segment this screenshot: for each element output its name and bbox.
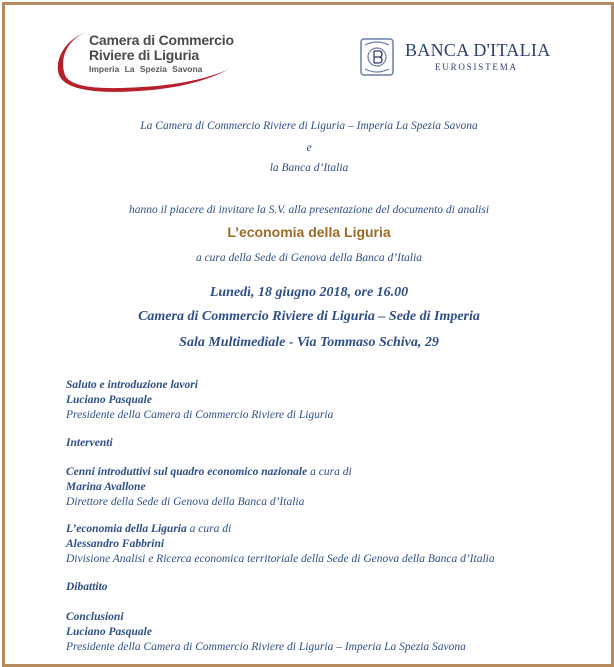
camera-commercio-logo-line3: Imperia La Spezia Savona — [89, 64, 203, 74]
camera-commercio-logo — [57, 27, 232, 99]
program-talk1-suffix: a cura di — [307, 466, 352, 478]
program-interventi-heading: Interventi — [66, 437, 113, 449]
program-talk2-suffix: a cura di — [186, 523, 232, 535]
program-conclusion-label: Conclusioni — [66, 611, 124, 623]
program-talk1-title: Cenni introduttivi sul quadro economico nazionale — [66, 466, 308, 478]
invitation-frame — [2, 2, 614, 667]
event-room: Sala Multimediale - Via Tommaso Schiva, 29 — [179, 335, 439, 350]
invitation-text: hanno il piacere di invitare la S.V. alla presentazione del documento di analisi — [128, 204, 490, 216]
banca-italia-logo-name: BANCA D'ITALIA — [405, 40, 551, 60]
event-date: Lunedì, 18 giugno 2018, ore 16.00 — [209, 285, 409, 300]
program-welcome-role: Presidente della Camera di Commercio Riviere di Liguria — [66, 409, 334, 421]
program-talk2-role: Divisione Analisi e Ricerca economica territoriale della Sede di Genova della Banca d’Italia — [66, 553, 495, 565]
program-conclusion-role: Presidente della Camera di Commercio Riviere di Liguria – Imperia La Spezia Savona — [66, 641, 466, 653]
banca-italia-logo — [355, 35, 555, 80]
program-talk2-speaker: Alessandro Fabbrini — [66, 538, 165, 550]
intro-line-banca: la Banca d’Italia — [269, 162, 349, 174]
camera-commercio-logo-line1: Camera di Commercio — [89, 32, 234, 48]
banca-italia-logo-subtitle: EUROSISTEMA — [435, 62, 518, 72]
program-conclusion-speaker: Luciano Pasquale — [66, 626, 152, 638]
document-title: L’economia della Liguria — [227, 224, 391, 240]
program-talk1-speaker: Marina Avallone — [66, 481, 146, 493]
curated-by: a cura della Sede di Genova della Banca d’Italia — [195, 252, 423, 264]
intro-line-and: e — [306, 142, 312, 154]
program-talk2-title: L’economia della Liguria — [66, 523, 187, 535]
program-welcome-speaker: Luciano Pasquale — [66, 394, 152, 406]
program-talk1-heading — [66, 466, 352, 478]
camera-commercio-logo-line2: Riviere di Liguria — [89, 47, 199, 63]
program-dibattito-heading: Dibattito — [66, 581, 108, 593]
program-welcome-label: Saluto e introduzione lavori — [66, 379, 198, 391]
program-talk1-role: Direttore della Sede di Genova della Banca d’Italia — [66, 496, 305, 508]
program-talk2-heading — [66, 523, 231, 535]
event-venue: Camera di Commercio Riviere di Liguria – Sede di Imperia — [138, 309, 480, 324]
intro-line-camera: La Camera di Commercio Riviere di Liguria – Imperia La Spezia Savona — [140, 120, 478, 132]
banca-italia-emblem-icon — [355, 35, 399, 79]
